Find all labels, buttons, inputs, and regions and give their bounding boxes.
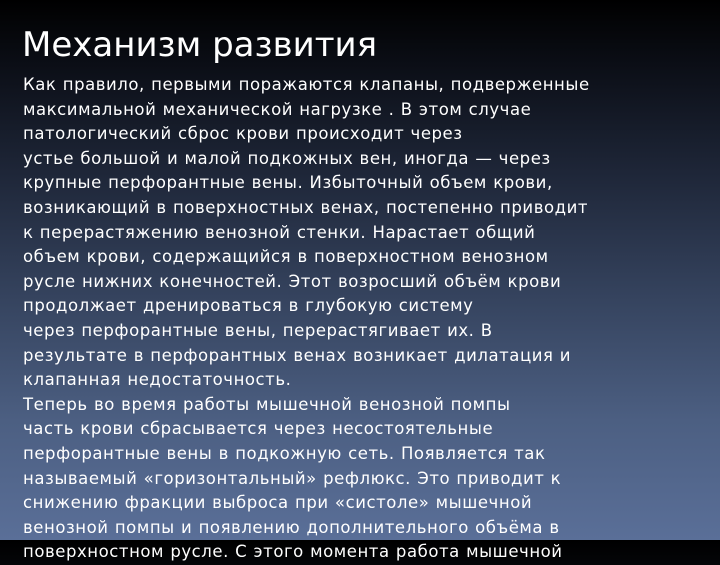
slide-title: Механизм развития: [22, 25, 378, 65]
text-line: объем крови, содержащийся в поверхностном венозном: [23, 247, 549, 267]
text-line: результате в перфорантных венах возникает дилатация и: [23, 345, 572, 365]
text-line: Как правило, первыми поражаются клапаны, подверженные: [23, 75, 590, 94]
paragraph-2: [23, 393, 707, 565]
text-line: крупные перфорантные вены. Избыточный объем крови,: [23, 173, 553, 193]
text-line: поверхностном русле. С этого момента работа мышечной: [23, 542, 563, 562]
text-line: устье большой и малой подкожных вен, иногда — через: [23, 148, 551, 168]
text-line: снижению фракции выброса при «систоле» мышечной: [23, 493, 533, 513]
text-line: венозной помпы и появлению дополнительного объёма в: [23, 517, 560, 537]
text-line: патологический сброс крови происходит через: [23, 124, 463, 144]
text-line: возникающий в поверхностных венах, постепенно приводит: [23, 197, 589, 217]
text-line: через перфорантные вены, перерастягивает их. В: [23, 320, 493, 340]
text-line: максимальной механической нагрузке . В этом случае: [23, 99, 532, 119]
text-line: перфорантные вены в подкожную сеть. Появляется так: [23, 443, 546, 463]
text-line: Теперь во время работы мышечной венозной помпы: [23, 394, 511, 414]
text-line: часть крови сбрасывается через несостоятельные: [23, 419, 494, 439]
text-line: продолжает дренироваться в глубокую систему: [23, 296, 474, 316]
text-line: клапанная недостаточность.: [23, 370, 292, 390]
text-line: русле нижних конечностей. Этот возросший объём крови: [23, 271, 562, 291]
text-line: к перерастяжению венозной стенки. Нарастает общий: [23, 222, 536, 242]
text-line: называемый «горизонтальный» рефлюкс. Это приводит к: [23, 468, 562, 488]
slide-body: [23, 73, 707, 562]
paragraph-1: [23, 73, 707, 393]
